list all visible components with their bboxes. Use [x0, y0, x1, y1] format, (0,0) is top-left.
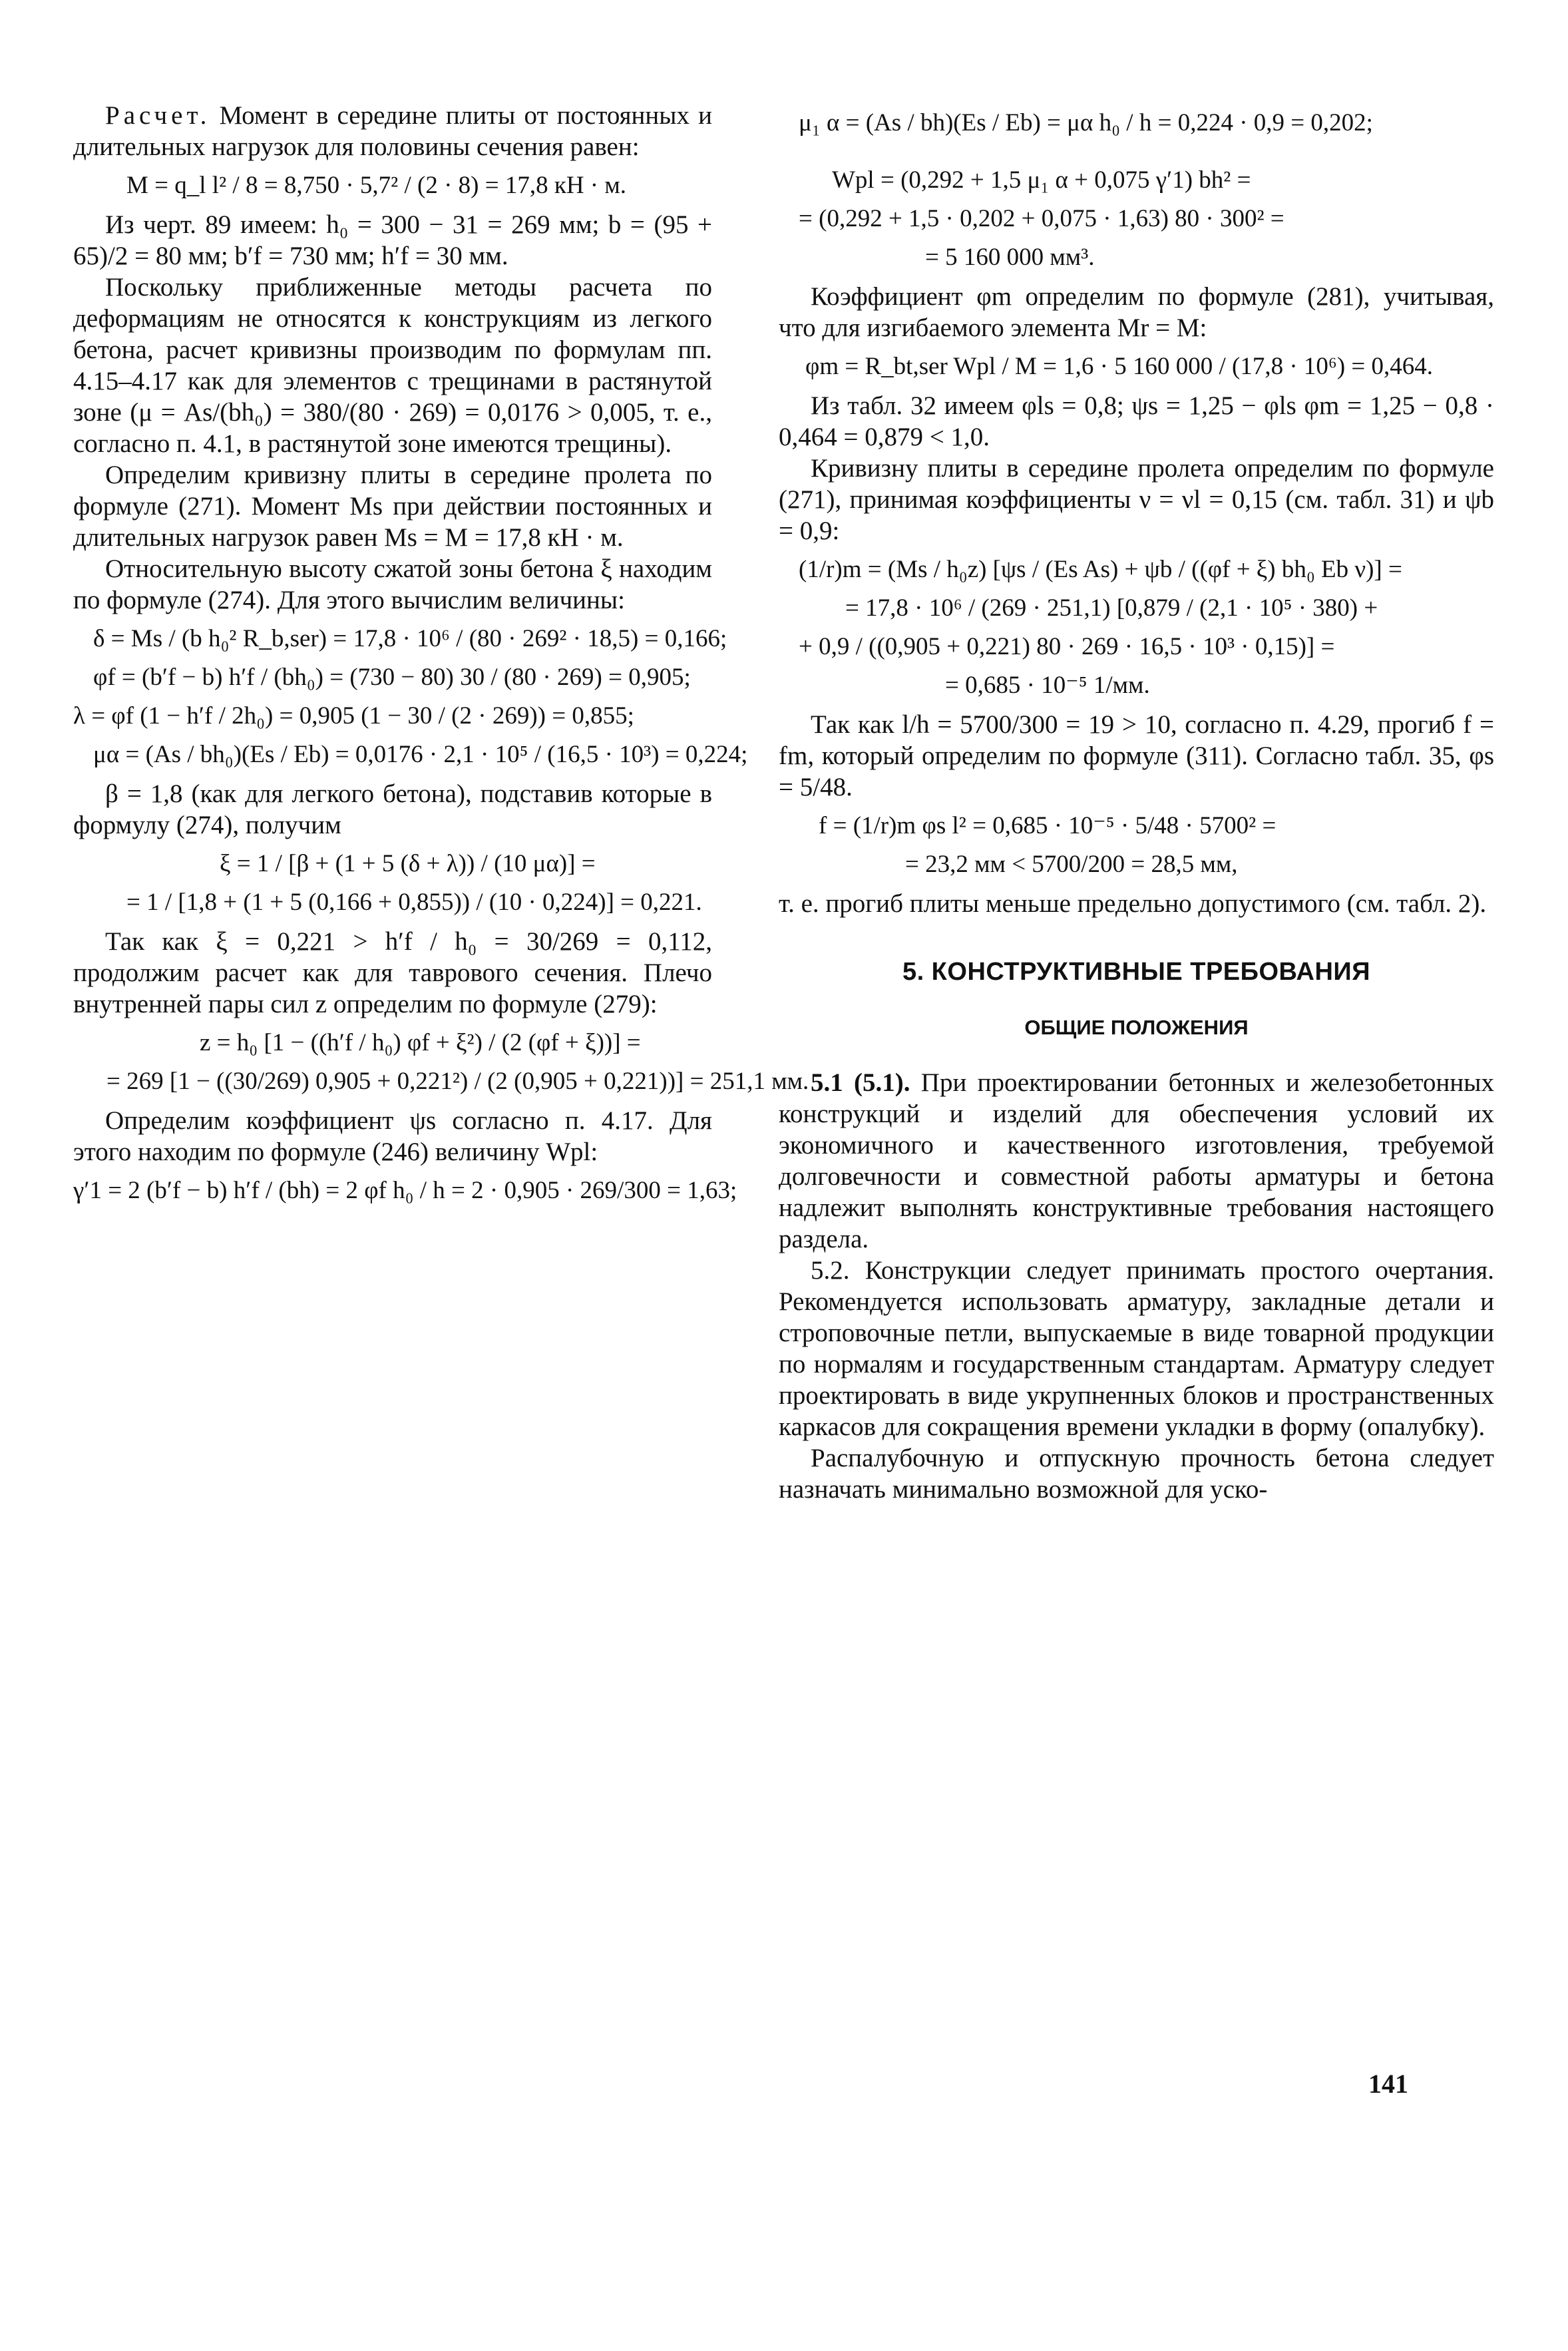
paragraph: Поскольку приближенные методы расчета по деформациям не относятся к конструкциям из легкого бетона, расчет кривизны производим по формулам пп. 4.15–4.17 как для элементов с трещинами в растянутой зоне (μ = As/(bh₀) = 380/(80 · 269) = 0,0176 > 0,005, т. е., согласно п. 4.1, в растянутой зоне имеются трещины). — [73, 273, 712, 458]
equation-wpl-2: = (0,292 + 1,5 · 0,202 + 0,075 · 1,63) 80 · 300² = — [799, 205, 1284, 232]
equation-moment: M = q_l l² / 8 = 8,750 · 5,7² / (2 · 8) = 17,8 кН · м. — [126, 172, 627, 199]
clause-number: 5.1 (5.1). — [811, 1068, 910, 1097]
equation-deflection-2: = 23,2 мм < 5700/200 = 28,5 мм, — [905, 851, 1238, 878]
equation-phi-f: φf = (b′f − b) h′f / (bh₀) = (730 − 80) 30 / (80 · 269) = 0,905; — [93, 664, 691, 691]
equation-z-1: z = h₀ [1 − ((h′f / h₀) φf + ξ²) / (2 (φf + ξ))] = — [200, 1029, 641, 1056]
paragraph: 5.2. Конструкции следует принимать простого очертания. Рекомендуется использовать арматуру, закладные детали и строповочные петли, выпускаемые в виде товарной продукции по нормалям и государственным стандартам. Арматуру следует проектировать в виде укрупненных блоков и пространственных каркасов для сокращения времени укладки в форму (опалубку). — [779, 1256, 1494, 1441]
equation-curvature-2: = 17,8 · 10⁶ / (269 · 251,1) [0,879 / (2,1 · 10⁵ · 380) + — [845, 594, 1378, 622]
left-column — [73, 100, 809, 1214]
equation-phi-m: φm = R_bt,ser Wpl / M = 1,6 · 5 160 000 / (17,8 · 10⁶) = 0,464. — [805, 353, 1434, 380]
calc-label: Расчет. — [105, 101, 211, 130]
equation-lambda: λ = φf (1 − h′f / 2h₀) = 0,905 (1 − 30 / (2 · 269)) = 0,855; — [73, 702, 634, 730]
equation-xi-2: = 1 / [1,8 + (1 + 5 (0,166 + 0,855)) / (10 · 0,224)] = 0,221. — [126, 889, 702, 916]
paragraph: 5.1 (5.1). При проектировании бетонных и железобетонных конструкций и изделий для обеспечения условий их экономичного и качественного изготовления, требуемой долговечности и совместной работы арматуры и бетона надлежит выполнять конструктивные требования настоящего раздела. — [779, 1068, 1494, 1253]
equation-deflection-1: f = (1/r)m φs l² = 0,685 · 10⁻⁵ · 5/48 · 5700² = — [819, 812, 1276, 839]
paragraph: Распалубочную и отпускную прочность бетона следует назначать минимально возможной для уско- — [779, 1444, 1494, 1504]
paragraph: Определим коэффициент ψs согласно п. 4.17. Для этого находим по формуле (246) величину Wpl: — [73, 1106, 712, 1166]
equation-curvature-4: = 0,685 · 10⁻⁵ 1/мм. — [945, 672, 1150, 699]
paragraph: Кривизну плиты в середине пролета определим по формуле (271), принимая коэффициенты ν = νl = 0,15 (см. табл. 31) и ψb = 0,9: — [779, 454, 1494, 545]
page-number: 141 — [1368, 2069, 1408, 2099]
paragraph: т. е. прогиб плиты меньше предельно допустимого (см. табл. 2). — [779, 889, 1487, 918]
paragraph: Из табл. 32 имеем φls = 0,8; ψs = 1,25 − φls φm = 1,25 − 0,8 · 0,464 = 0,879 < 1,0. — [779, 391, 1494, 451]
paragraph: Коэффициент φm определим по формуле (281), учитывая, что для изгибаемого элемента Mr = M: — [779, 282, 1494, 342]
equation-xi-1: ξ = 1 / [β + (1 + 5 (δ + λ)) / (10 μα)] = — [220, 850, 596, 877]
equation-wpl-3: = 5 160 000 мм³. — [925, 244, 1095, 271]
paragraph: Из черт. 89 имеем: h₀ = 300 − 31 = 269 мм; b = (95 + 65)/2 = 80 мм; b′f = 730 мм; h′f = 30 мм. — [73, 210, 712, 270]
equation-mu-alpha: μα = (As / bh₀)(Es / Eb) = 0,0176 · 2,1 · 10⁵ / (16,5 · 10³) = 0,224; — [93, 741, 748, 768]
paragraph: Определим кривизну плиты в середине пролета по формуле (271). Момент Ms при действии постоянных и длительных нагрузок равен Ms = M = 17,8 кН · м. — [73, 461, 712, 552]
paragraph: Так как l/h = 5700/300 = 19 > 10, согласно п. 4.29, прогиб f = fm, который определим по формуле (311). Согласно табл. 35, φs = 5/48. — [779, 710, 1494, 801]
subsection-heading: ОБЩИЕ ПОЛОЖЕНИЯ — [1024, 1016, 1249, 1039]
paragraph: Так как ξ = 0,221 > h′f / h₀ = 30/269 = 0,112, продолжим расчет как для таврового сечения. Плечо внутренней пары сил z определим по формуле (279): — [73, 927, 712, 1018]
paragraph: β = 1,8 (как для легкого бетона), подставив которые в формулу (274), получим — [73, 779, 712, 839]
equation-curvature-1: (1/r)m = (Ms / h₀z) [ψs / (Es As) + ψb / ((φf + ξ) bh₀ Eb ν)] = — [799, 556, 1402, 583]
equation-delta: δ = Ms / (b h₀² R_b,ser) = 17,8 · 10⁶ / (80 · 269² · 18,5) = 0,166; — [93, 625, 727, 652]
equation-curvature-3: + 0,9 / ((0,905 + 0,221) 80 · 269 · 16,5 · 10³ · 0,15)] = — [799, 633, 1335, 660]
equation-wpl-1: Wpl = (0,292 + 1,5 μ₁ α + 0,075 γ′1) bh² = — [832, 166, 1251, 194]
paragraph: Относительную высоту сжатой зоны бетона ξ находим по формуле (274). Для этого вычислим величины: — [73, 554, 712, 614]
equation-gamma: γ′1 = 2 (b′f − b) h′f / (bh) = 2 φf h₀ / h = 2 · 0,905 · 269/300 = 1,63; — [73, 1177, 737, 1204]
section-heading: 5. КОНСТРУКТИВНЫЕ ТРЕБОВАНИЯ — [902, 958, 1371, 986]
equation-mu1-alpha: μ₁ α = (As / bh)(Es / Eb) = μα h₀ / h = 0,224 · 0,9 = 0,202; — [799, 109, 1373, 136]
right-column — [779, 100, 1494, 1505]
paragraph: Расчет. Момент в середине плиты от постоянных и длительных нагрузок для половины сечения равен: — [73, 101, 713, 161]
equation-z-2: = 269 [1 − ((30/269) 0,905 + 0,221²) / (2 (0,905 + 0,221))] = 251,1 мм. — [106, 1068, 809, 1095]
